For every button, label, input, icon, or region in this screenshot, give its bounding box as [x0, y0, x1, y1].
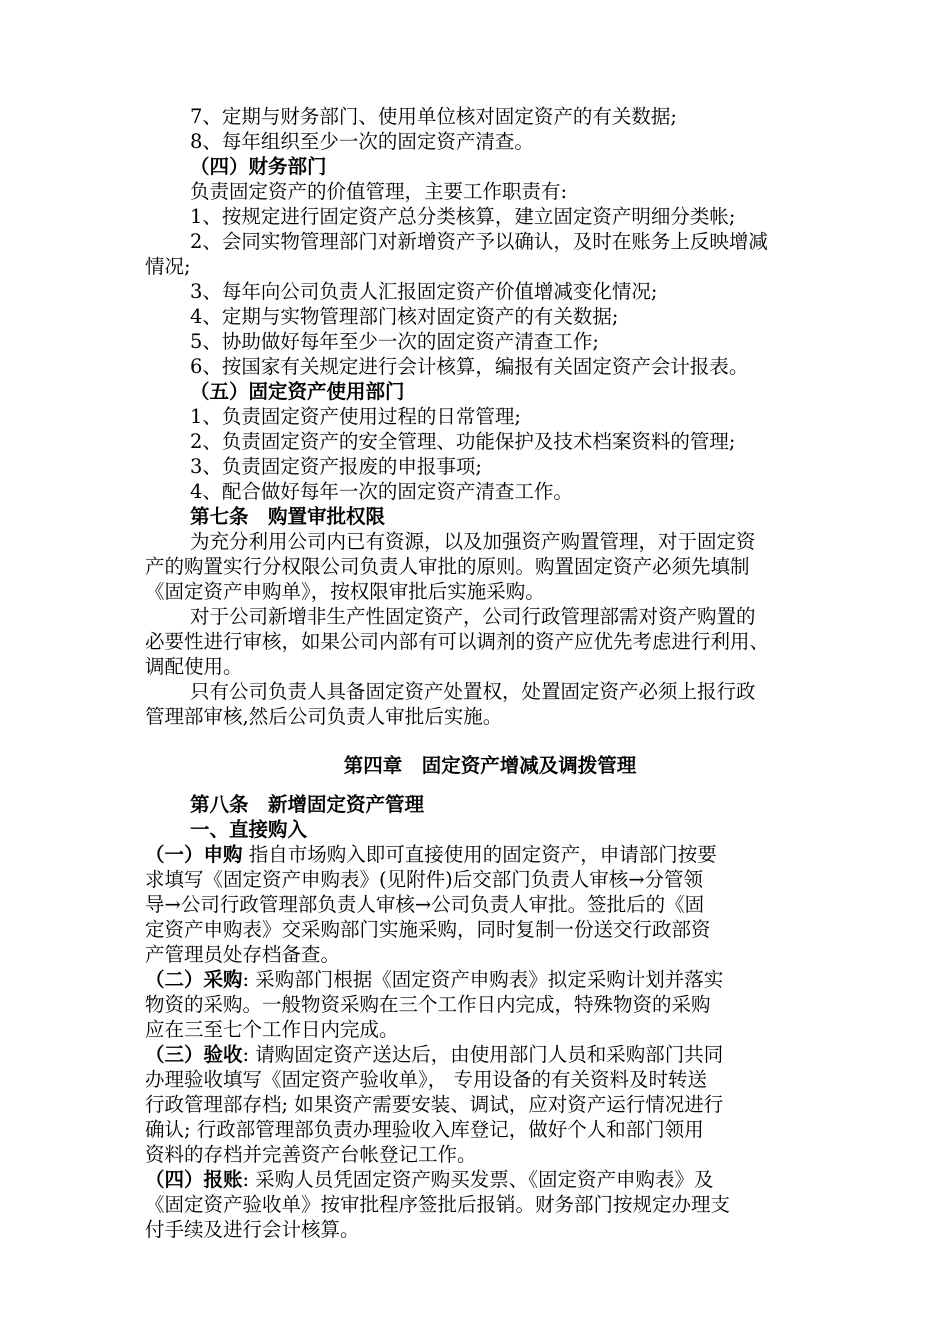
user-dept-item-2: 2、负责固定资产的安全管理、功能保护及技术档案资料的管理; [190, 430, 736, 453]
step-purchase-cont: 应在三至七个工作日内完成。 [145, 1018, 399, 1041]
finance-item-3: 3、每年向公司负责人汇报固定资产价值增减变化情况; [190, 280, 658, 303]
user-dept-item-3: 3、负责固定资产报废的申报事项; [190, 455, 482, 478]
step-reimburse: （四）报账: 采购人员凭固定资产购买发票、《固定资产申购表》及 [145, 1168, 714, 1191]
step-purchase-label: （二）采购 [145, 968, 243, 991]
duty-item-8: 8、每年组织至少一次的固定资产清查。 [190, 130, 534, 153]
finance-item-4: 4、定期与实物管理部门核对固定资产的有关数据; [190, 305, 619, 328]
step-acceptance-cont: 资料的存档并完善资产台帐登记工作。 [145, 1143, 477, 1166]
step-acceptance-cont: 确认; 行政部管理部负责办理验收入库登记，做好个人和部门领用 [145, 1118, 704, 1141]
step-apply-cont: 定资产申购表》交采购部门实施采购，同时复制一份送交行政部资 [145, 918, 711, 941]
step-reimburse-cont: 《固定资产验收单》按审批程序签批后报销。财务部门按规定办理支 [145, 1193, 731, 1216]
article-7-para-2: 对于公司新增非生产性固定资产，公司行政管理部需对资产购置的 [190, 605, 756, 628]
step-apply-cont: 产管理员处存档备查。 [145, 943, 341, 966]
section-direct-purchase: 一、直接购入 [190, 818, 308, 841]
article-7-para-2-cont: 必要性进行审核，如果公司内部有可以调剂的资产应优先考虑进行利用、 [145, 630, 770, 653]
user-dept-item-1: 1、负责固定资产使用过程的日常管理; [190, 405, 521, 428]
article-7-para-3-cont: 管理部审核,然后公司负责人审批后实施。 [145, 705, 503, 728]
finance-item-2-cont: 情况; [145, 255, 191, 278]
step-apply-cont: 导→公司行政管理部负责人审核→公司负责人审批。签批后的《固 [145, 893, 705, 916]
step-apply: （一）申购 指自市场购入即可直接使用的固定资产，申请部门按要 [145, 843, 717, 866]
step-acceptance: （三）验收: 请购固定资产送达后，由使用部门人员和采购部门共同 [145, 1043, 724, 1066]
finance-item-5: 5、协助做好每年至少一次的固定资产清查工作; [190, 330, 599, 353]
finance-item-2: 2、会同实物管理部门对新增资产予以确认，及时在账务上反映增减 [190, 230, 768, 253]
user-dept-item-4: 4、配合做好每年一次的固定资产清查工作。 [190, 480, 573, 503]
finance-item-6: 6、按国家有关规定进行会计核算，编报有关固定资产会计报表。 [190, 355, 749, 378]
article-7-title: 第七条 购置审批权限 [190, 505, 386, 528]
step-acceptance-cont: 行政管理部存档; 如果资产需要安装、调试，应对资产运行情况进行 [145, 1093, 724, 1116]
article-7-para-1-cont: 《固定资产申购单》，按权限审批后实施采购。 [145, 580, 545, 603]
article-7-para-3: 只有公司负责人具备固定资产处置权，处置固定资产必须上报行政 [190, 680, 756, 703]
article-8-title: 第八条 新增固定资产管理 [190, 793, 425, 816]
step-acceptance-label: （三）验收 [145, 1043, 243, 1066]
step-reimburse-label: （四）报账 [145, 1168, 243, 1191]
step-purchase: （二）采购: 采购部门根据《固定资产申购表》拟定采购计划并落实 [145, 968, 724, 991]
finance-item-1: 1、按规定进行固定资产总分类核算，建立固定资产明细分类帐; [190, 205, 736, 228]
step-reimburse-cont: 付手续及进行会计核算。 [145, 1218, 360, 1241]
article-7-para-1-cont: 产的购置实行分权限公司负责人审批的原则。购置固定资产必须先填制 [145, 555, 750, 578]
chapter-4-title: 第四章 固定资产增减及调拨管理 [343, 754, 637, 777]
user-dept-heading: （五）固定资产使用部门 [190, 380, 405, 403]
step-acceptance-cont: 办理验收填写《固定资产验收单》， 专用设备的有关资料及时转送 [145, 1068, 707, 1091]
step-apply-label: （一）申购 [145, 843, 243, 866]
finance-heading: （四）财务部门 [190, 155, 327, 178]
duty-item-7: 7、定期与财务部门、使用单位核对固定资产的有关数据; [190, 105, 677, 128]
article-7-para-2-cont: 调配使用。 [145, 655, 243, 678]
step-apply-cont: 求填写《固定资产申购表》(见附件)后交部门负责人审核→分管领 [145, 868, 704, 891]
finance-intro: 负责固定资产的价值管理，主要工作职责有: [190, 180, 568, 203]
article-7-para-1: 为充分利用公司内已有资源，以及加强资产购置管理，对于固定资 [190, 530, 756, 553]
step-purchase-cont: 物资的采购。一般物资采购在三个工作日内完成，特殊物资的采购 [145, 993, 711, 1016]
